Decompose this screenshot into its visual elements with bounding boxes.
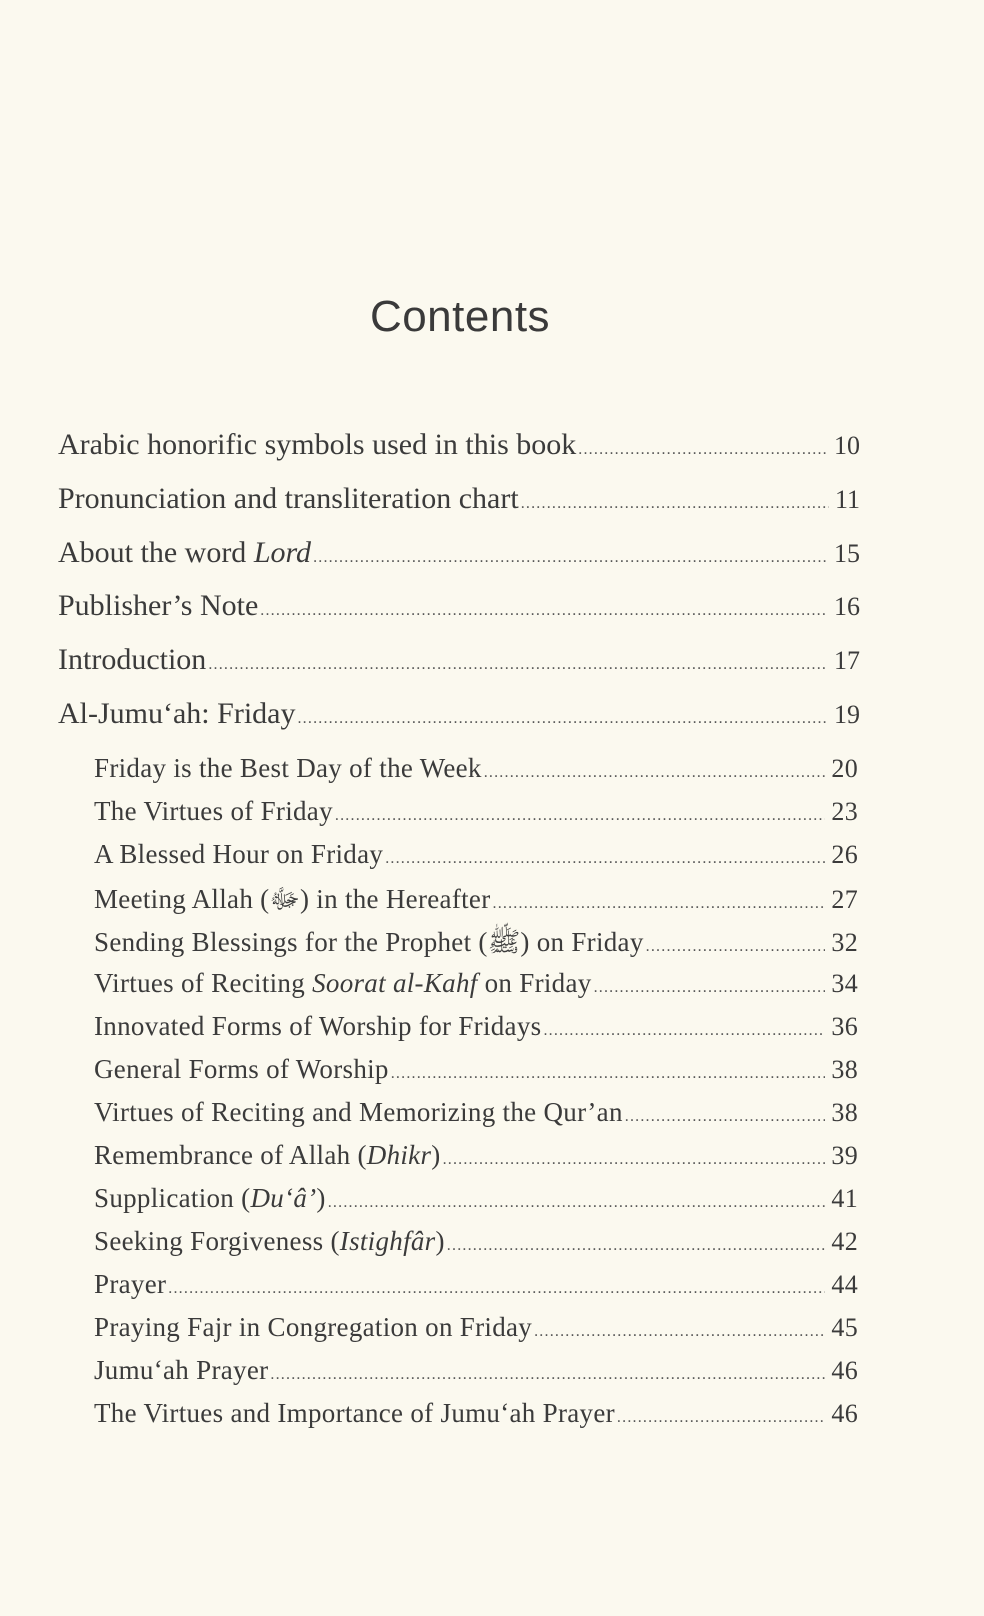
toc-entry-title	[94, 1140, 441, 1171]
toc-entry[interactable]	[58, 697, 860, 731]
page-number: 42	[831, 1227, 858, 1256]
toc-entry-title	[94, 1054, 389, 1085]
toc-entry-title	[94, 1097, 623, 1128]
title-text: A Blessed Hour on Friday	[94, 839, 384, 869]
dot-leader	[385, 850, 825, 868]
toc-subentry[interactable]	[94, 1140, 858, 1171]
title-text: Introduction	[58, 643, 207, 677]
dot-leader	[594, 979, 826, 997]
page-number: 45	[831, 1313, 858, 1342]
page-number: 23	[831, 797, 858, 826]
dot-leader	[543, 1022, 825, 1040]
dot-leader	[313, 549, 828, 567]
toc-subentry[interactable]	[94, 1097, 858, 1128]
toc-entry[interactable]	[58, 589, 860, 623]
title-text: Meeting Allah (ﷻ) in the Hereafter	[94, 884, 491, 914]
page-number: 46	[831, 1356, 858, 1385]
title-text: Friday is the Best Day of the Week	[94, 753, 482, 783]
page-number: 44	[831, 1270, 858, 1299]
page-number: 38	[831, 1055, 858, 1084]
dot-leader	[260, 602, 828, 620]
page-number: 26	[831, 840, 858, 869]
toc-subentry[interactable]	[94, 1011, 858, 1042]
page-number: 15	[834, 538, 860, 568]
page-number: 34	[831, 969, 858, 998]
title-text: Seeking Forgiveness (	[94, 1226, 340, 1256]
toc-entry[interactable]	[58, 482, 860, 516]
toc-entry-title	[94, 968, 592, 999]
page-number: 32	[831, 928, 858, 957]
page-number: 41	[831, 1184, 858, 1213]
dot-leader	[443, 1151, 826, 1169]
toc-subentry[interactable]	[94, 1226, 858, 1257]
dot-leader	[168, 1280, 825, 1298]
dot-leader	[578, 441, 828, 459]
toc-entry-title	[58, 536, 311, 570]
toc-subentry[interactable]	[94, 1269, 858, 1300]
dot-leader	[335, 807, 826, 825]
toc-entry-title	[94, 796, 333, 827]
page-number: 16	[834, 592, 860, 622]
page-number: 39	[831, 1141, 858, 1170]
toc-entry-title	[94, 839, 383, 870]
title-text: Remembrance of Allah (	[94, 1140, 367, 1170]
page-number: 10	[834, 431, 860, 460]
page-number: 46	[831, 1399, 858, 1428]
title-text: Prayer	[94, 1269, 167, 1299]
dot-leader	[328, 1194, 826, 1212]
toc-subentry[interactable]	[94, 796, 858, 827]
toc-subentry[interactable]	[94, 925, 858, 965]
page-number: 19	[834, 700, 860, 729]
toc-entry[interactable]	[58, 428, 860, 462]
page-number: 11	[834, 484, 860, 514]
title-text: Virtues of Reciting	[94, 968, 313, 998]
toc-subentry[interactable]	[94, 1355, 858, 1386]
page-number: 20	[831, 754, 858, 783]
dot-leader	[646, 938, 826, 956]
page-number: 27	[831, 885, 858, 914]
dot-leader	[617, 1409, 825, 1427]
toc-entry[interactable]	[58, 536, 860, 570]
dot-leader	[534, 1323, 825, 1341]
toc-subentry[interactable]	[94, 1054, 858, 1085]
dot-leader	[447, 1237, 826, 1255]
toc-subentry[interactable]	[94, 839, 858, 870]
toc-entry-title	[94, 1226, 445, 1257]
page-number: 17	[834, 646, 860, 676]
title-text: Publisher’s Note	[58, 589, 259, 623]
page-number: 38	[831, 1098, 858, 1127]
title-text: Virtues of Reciting and Memorizing the Qur’an	[94, 1097, 623, 1127]
title-text: About the word	[58, 535, 254, 569]
toc-entry-title	[58, 428, 576, 462]
title-text: )	[316, 1183, 326, 1213]
toc-entry-title	[94, 1398, 615, 1429]
toc-entry-title	[94, 882, 491, 922]
title-text: on Friday	[477, 968, 592, 998]
toc-subentry[interactable]	[94, 753, 858, 784]
toc-entry-title	[58, 697, 295, 731]
title-text: Pronunciation and transliteration chart	[58, 481, 519, 515]
toc-subentry[interactable]	[94, 968, 858, 999]
title-text: Supplication (	[94, 1183, 251, 1213]
dot-leader	[270, 1366, 825, 1384]
toc-entry-title	[94, 1355, 268, 1386]
toc-subentry[interactable]	[94, 1183, 858, 1214]
toc-subentry[interactable]	[94, 1398, 858, 1429]
italic-term: Lord	[253, 535, 312, 569]
page-number: 36	[831, 1012, 858, 1041]
title-text: )	[431, 1140, 441, 1170]
italic-term: Istighfâr	[339, 1226, 436, 1256]
toc-entry-title	[94, 753, 482, 784]
title-text: Sending Blessings for the Prophet (ﷺ) on Friday	[94, 927, 644, 957]
italic-term: Dhikr	[366, 1140, 432, 1170]
dot-leader	[484, 764, 826, 782]
title-text: )	[435, 1226, 445, 1256]
toc-subentry[interactable]	[94, 1312, 858, 1343]
toc-entry-title	[94, 1312, 532, 1343]
dot-leader	[521, 495, 829, 513]
title-text: General Forms of Worship	[94, 1054, 389, 1084]
title-text: The Virtues and Importance of Jumu‘ah Prayer	[94, 1398, 615, 1428]
toc-entry-title	[94, 1269, 166, 1300]
toc-entry-title	[94, 925, 644, 965]
dot-leader	[391, 1065, 826, 1083]
page-title: Contents	[369, 292, 551, 341]
dot-leader	[208, 656, 828, 674]
title-text: Arabic honorific symbols used in this book	[58, 428, 577, 461]
italic-term: Du‘â’	[250, 1183, 317, 1213]
toc-entry-title	[58, 589, 258, 623]
title-text: Praying Fajr in Congregation on Friday	[94, 1312, 533, 1342]
title-text: The Virtues of Friday	[94, 796, 333, 826]
toc-entry-title	[94, 1183, 326, 1214]
toc-entry-title	[58, 482, 519, 516]
title-text: Al-Jumu‘ah: Friday	[58, 697, 296, 730]
dot-leader	[297, 710, 828, 728]
toc-entry[interactable]	[58, 643, 860, 677]
toc-entry-title	[94, 1011, 541, 1042]
dot-leader	[625, 1108, 826, 1126]
italic-term: Soorat al-Kahf	[312, 968, 478, 998]
dot-leader	[493, 895, 826, 913]
title-text: Innovated Forms of Worship for Fridays	[94, 1011, 542, 1041]
toc-entry-title	[58, 643, 206, 677]
title-text: Jumu‘ah Prayer	[94, 1355, 269, 1385]
toc-subentry[interactable]	[94, 882, 858, 922]
